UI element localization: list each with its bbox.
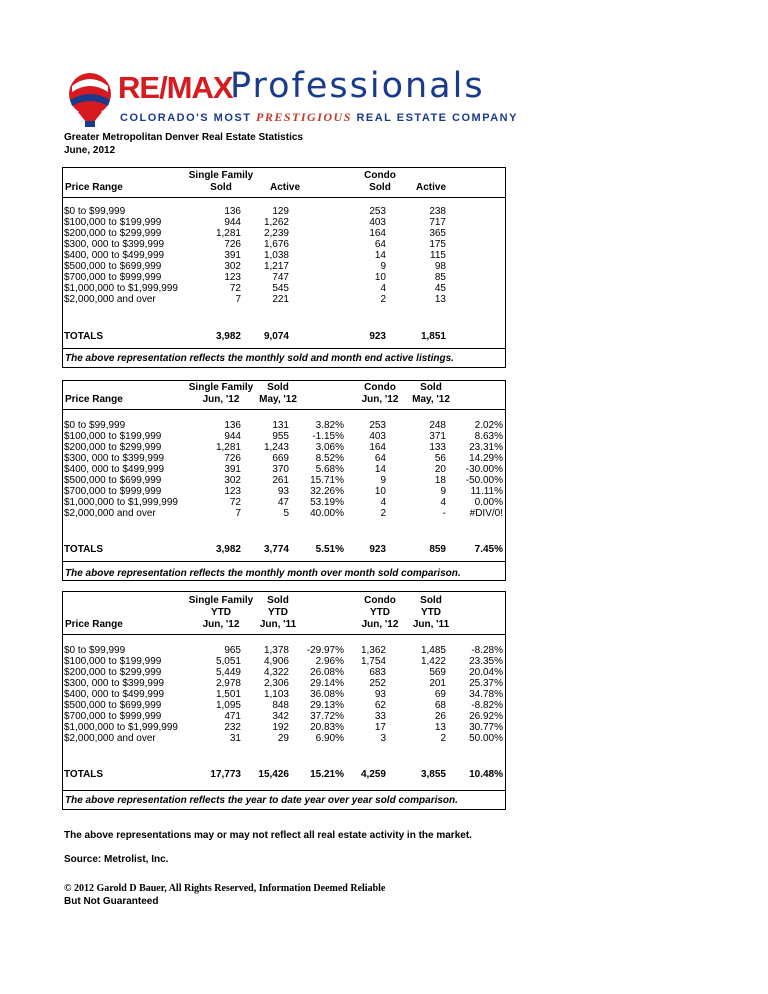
table-cell: 1,095	[215, 700, 241, 711]
table-cell: 20.04%	[469, 667, 503, 678]
header-condo-label: Condo	[364, 170, 396, 181]
tagline	[120, 110, 518, 125]
header-sf-ytd: YTD	[211, 607, 231, 618]
table-cell: 1,281	[215, 442, 241, 453]
price-range-label: $700,000 to $999,999	[64, 711, 162, 722]
table-cell: 370	[272, 464, 289, 475]
table-cell: 201	[429, 678, 446, 689]
table-cell: 25.37%	[469, 678, 503, 689]
table-cell: 34.78%	[469, 689, 503, 700]
table-footnote: The above representation reflects the monthly sold and month end active listings.	[65, 353, 454, 364]
table-cell: 9	[380, 475, 386, 486]
table-cell: 98	[434, 261, 446, 272]
table-row	[63, 656, 505, 667]
table-cell: 2,239	[263, 228, 289, 239]
totals-cell: 4,259	[360, 769, 386, 780]
table-cell: 192	[272, 722, 289, 733]
header-sf-label: Single Family	[188, 382, 254, 393]
table-cell: -1.15%	[312, 431, 344, 442]
table-cell: 115	[430, 250, 446, 261]
header-condo-sold	[401, 382, 461, 406]
table-cell: 5,051	[215, 656, 241, 667]
price-range-label: $200,000 to $299,999	[64, 667, 162, 678]
table-row	[63, 250, 505, 261]
table-cell: 7	[235, 508, 241, 519]
table-cell: 5,449	[215, 667, 241, 678]
totals-label: TOTALS	[64, 544, 104, 555]
table-cell: 10	[374, 272, 386, 283]
table-row	[63, 711, 505, 722]
table-row	[63, 206, 505, 217]
table-cell: 131	[272, 420, 289, 431]
table-cell: 123	[224, 486, 241, 497]
table-cell: 717	[429, 217, 446, 228]
table-cell: 47	[277, 497, 289, 508]
table-cell: 403	[369, 431, 386, 442]
price-range-label: $200,000 to $299,999	[64, 442, 162, 453]
table-cell: 69	[434, 689, 446, 700]
brand-professionals: Professionals	[230, 66, 485, 106]
table-cell: 342	[272, 711, 289, 722]
copyright-line2: But Not Guaranteed	[64, 896, 159, 907]
table-cell: 232	[224, 722, 241, 733]
table-cell: 2,306	[263, 678, 289, 689]
table-cell: 45	[434, 283, 446, 294]
table-cell: 4,322	[263, 667, 289, 678]
table-cell: 2.96%	[315, 656, 344, 667]
header-price-range: Price Range	[65, 182, 123, 193]
price-range-label: $0 to $99,999	[64, 645, 126, 656]
table-cell: 26	[434, 711, 446, 722]
totals-cell: 5.51%	[315, 544, 344, 555]
table-row	[63, 283, 505, 294]
price-range-label: $2,000,000 and over	[64, 508, 156, 519]
price-range-label: $100,000 to $199,999	[64, 656, 162, 667]
table-cell: 3.82%	[315, 420, 344, 431]
table-cell: 253	[369, 206, 386, 217]
table-cell: -	[442, 508, 446, 519]
table-cell: 726	[224, 453, 241, 464]
table-row	[63, 475, 505, 486]
header-divider	[63, 634, 505, 635]
table-row	[63, 272, 505, 283]
price-range-label: $400, 000 to $499,999	[64, 689, 165, 700]
price-range-label: $700,000 to $999,999	[64, 272, 162, 283]
totals-cell: 3,774	[263, 544, 289, 555]
table-cell: 1,676	[263, 239, 289, 250]
header-csold-label: Sold	[420, 595, 442, 606]
table-cell: 5	[283, 508, 289, 519]
tagline-pre: COLORADO'S MOST	[120, 112, 252, 124]
table-row	[63, 442, 505, 453]
table-cell: 29	[277, 733, 289, 744]
table-cell: 2	[380, 294, 386, 305]
hot-air-balloon-icon	[66, 72, 114, 128]
table-row	[63, 217, 505, 228]
table-cell: 1,754	[360, 656, 386, 667]
table-cell: 33	[374, 711, 386, 722]
price-range-label: $0 to $99,999	[64, 420, 126, 431]
table-cell: -30.00%	[465, 464, 503, 475]
table-cell: 20	[434, 464, 446, 475]
table-cell: 1,281	[215, 228, 241, 239]
table-cell: 471	[224, 711, 241, 722]
table-cell: 1,362	[360, 645, 386, 656]
table-cell: 3.06%	[315, 442, 344, 453]
price-range-label: $1,000,000 to $1,999,999	[64, 722, 178, 733]
price-range-label: $100,000 to $199,999	[64, 217, 162, 228]
table-cell: 1,038	[263, 250, 289, 261]
header-sold-ytd: YTD	[268, 607, 288, 618]
totals-cell: 3,855	[420, 769, 446, 780]
header-csold-date: May, '12	[412, 394, 450, 405]
table-cell: 164	[369, 442, 386, 453]
table-cell: 29.13%	[310, 700, 344, 711]
table-row	[63, 294, 505, 305]
table-cell: 123	[224, 272, 241, 283]
price-range-label: $300, 000 to $399,999	[64, 239, 165, 250]
totals-cell: 3,982	[215, 331, 241, 342]
table-cell: -29.97%	[306, 645, 344, 656]
table-row	[63, 700, 505, 711]
table-cell: 4,906	[263, 656, 289, 667]
copyright-line1: © 2012 Garold D Bauer, All Rights Reserved, Information Deemed Reliable	[64, 883, 386, 894]
tagline-script: PRESTIGIOUS	[256, 110, 352, 124]
table-cell: 72	[229, 283, 241, 294]
table-cell: 50.00%	[469, 733, 503, 744]
table-cell: 62	[374, 700, 386, 711]
table-cell: 9	[440, 486, 446, 497]
table-row	[63, 453, 505, 464]
table-cell: 4	[380, 283, 386, 294]
totals-cell: 3,982	[215, 544, 241, 555]
table-row	[63, 722, 505, 733]
price-range-label: $300, 000 to $399,999	[64, 453, 165, 464]
table-cell: 10	[374, 486, 386, 497]
table-row	[63, 678, 505, 689]
disclaimer-note: The above representations may or may not reflect all real estate activity in the market.	[64, 830, 472, 841]
table-cell: 6.90%	[315, 733, 344, 744]
table-cell: 261	[272, 475, 289, 486]
footnote-divider	[63, 561, 505, 562]
table-row	[63, 689, 505, 700]
table-cell: 1,378	[263, 645, 289, 656]
table-month-over-month	[62, 380, 506, 581]
table-cell: 1,501	[215, 689, 241, 700]
price-range-label: $400, 000 to $499,999	[64, 464, 165, 475]
table-cell: 683	[369, 667, 386, 678]
table-cell: 26.92%	[469, 711, 503, 722]
totals-cell: 923	[369, 544, 386, 555]
table-cell: 2	[440, 733, 446, 744]
header-sold	[248, 382, 308, 406]
table-cell: 1,103	[263, 689, 289, 700]
totals-cell: 859	[429, 544, 446, 555]
totals-cell: 15.21%	[310, 769, 344, 780]
table-cell: 56	[434, 453, 446, 464]
table-cell: 365	[429, 228, 446, 239]
totals-row	[63, 544, 505, 555]
price-range-label: $500,000 to $699,999	[64, 261, 162, 272]
table-cell: 4	[440, 497, 446, 508]
table-row	[63, 239, 505, 250]
table-row	[63, 486, 505, 497]
table-cell: 36.08%	[310, 689, 344, 700]
table-row	[63, 228, 505, 239]
table-cell: 9	[380, 261, 386, 272]
header-condo-label: Condo	[364, 382, 396, 393]
table-cell: 93	[277, 486, 289, 497]
table-row	[63, 464, 505, 475]
header-csold-ytd: YTD	[421, 607, 441, 618]
header-divider	[63, 409, 505, 410]
table-cell: 302	[224, 475, 241, 486]
table-cell: 31	[229, 733, 241, 744]
table-cell: 17	[374, 722, 386, 733]
header-sf-sold: Sold	[210, 182, 232, 193]
table-row	[63, 733, 505, 744]
table-cell: 569	[429, 667, 446, 678]
header-sold-date: May, '12	[259, 394, 297, 405]
price-range-label: $100,000 to $199,999	[64, 431, 162, 442]
table-row	[63, 261, 505, 272]
header-condo-label: Condo	[364, 595, 396, 606]
header-price-range: Price Range	[65, 394, 123, 405]
totals-row	[63, 331, 505, 342]
price-range-label: $300, 000 to $399,999	[64, 678, 165, 689]
table-cell: 0.00%	[474, 497, 503, 508]
totals-cell: 1,851	[420, 331, 446, 342]
table-cell: 13	[434, 294, 446, 305]
table-year-to-date	[62, 591, 506, 810]
table-cell: 14	[374, 464, 386, 475]
table-row	[63, 431, 505, 442]
table-cell: 85	[434, 272, 446, 283]
table-cell: 15.71%	[310, 475, 344, 486]
table-cell: 944	[224, 217, 241, 228]
table-cell: 238	[429, 206, 446, 217]
table-cell: 133	[429, 442, 446, 453]
header-csold-date: Jun, '11	[412, 619, 450, 630]
table-cell: -8.82%	[471, 700, 503, 711]
header-single-family	[181, 170, 261, 194]
header-condo-date: Jun, '12	[361, 619, 399, 630]
table-cell: 8.52%	[315, 453, 344, 464]
header-sold-label: Sold	[267, 595, 289, 606]
copyright	[64, 882, 385, 908]
price-range-label: $500,000 to $699,999	[64, 475, 162, 486]
table-cell: 1,262	[263, 217, 289, 228]
table-cell: 129	[272, 206, 289, 217]
table-cell: 2	[380, 508, 386, 519]
table-cell: 136	[224, 420, 241, 431]
header-sold-label: Sold	[267, 382, 289, 393]
table-cell: 20.83%	[310, 722, 344, 733]
totals-cell: 17,773	[210, 769, 241, 780]
price-range-label: $400, 000 to $499,999	[64, 250, 165, 261]
table-cell: #DIV/0!	[469, 508, 503, 519]
table-row	[63, 667, 505, 678]
table-cell: 669	[272, 453, 289, 464]
table-cell: 965	[224, 645, 241, 656]
price-range-label: $500,000 to $699,999	[64, 700, 162, 711]
price-range-label: $1,000,000 to $1,999,999	[64, 283, 178, 294]
table-cell: 53.19%	[310, 497, 344, 508]
footnote-divider	[63, 790, 505, 791]
table-cell: 30.77%	[469, 722, 503, 733]
totals-cell: 7.45%	[474, 544, 503, 555]
totals-cell: 10.48%	[469, 769, 503, 780]
header-sf-date: Jun, '12	[202, 619, 240, 630]
header-csold-label: Sold	[420, 382, 442, 393]
table-cell: 18	[434, 475, 446, 486]
table-row	[63, 508, 505, 519]
table-cell: 1,217	[263, 261, 289, 272]
table-cell: 40.00%	[310, 508, 344, 519]
header-divider	[63, 197, 505, 198]
table-cell: 26.08%	[310, 667, 344, 678]
table-footnote: The above representation reflects the monthly month over month sold comparison.	[65, 568, 461, 579]
header-condo-sold: Sold	[369, 182, 391, 193]
table-row	[63, 645, 505, 656]
table-cell: 72	[229, 497, 241, 508]
table-cell: 14.29%	[469, 453, 503, 464]
table-cell: 545	[272, 283, 289, 294]
table-cell: 136	[224, 206, 241, 217]
totals-cell: 9,074	[263, 331, 289, 342]
price-range-label: $2,000,000 and over	[64, 733, 156, 744]
table-cell: 68	[434, 700, 446, 711]
table-cell: 29.14%	[310, 678, 344, 689]
table-cell: 164	[369, 228, 386, 239]
table-cell: 302	[224, 261, 241, 272]
table-cell: 8.63%	[474, 431, 503, 442]
table-cell: 848	[272, 700, 289, 711]
totals-label: TOTALS	[64, 331, 104, 342]
table-cell: 2.02%	[474, 420, 503, 431]
report-heading	[64, 131, 303, 157]
table-cell: 248	[429, 420, 446, 431]
header-condo-date: Jun, '12	[361, 394, 399, 405]
table-cell: 403	[369, 217, 386, 228]
table-footnote: The above representation reflects the year to date year over year sold comparison.	[65, 795, 458, 806]
table-cell: 391	[224, 250, 241, 261]
table-cell: 7	[235, 294, 241, 305]
table-cell: 391	[224, 464, 241, 475]
header-sf-label: Single Family	[188, 170, 254, 181]
source-note: Source: Metrolist, Inc.	[64, 854, 169, 865]
header-condo-sold	[401, 595, 461, 631]
price-range-label: $1,000,000 to $1,999,999	[64, 497, 178, 508]
table-cell: 944	[224, 431, 241, 442]
table-row	[63, 420, 505, 431]
report-title: Greater Metropolitan Denver Real Estate Statistics	[64, 132, 303, 143]
table-cell: 371	[429, 431, 446, 442]
totals-cell: 923	[369, 331, 386, 342]
table-cell: 11.11%	[470, 486, 503, 497]
remax-logo	[62, 66, 518, 132]
header-price-range: Price Range	[65, 619, 123, 630]
header-sold-date: Jun, '11	[259, 619, 297, 630]
table-cell: 1,485	[420, 645, 446, 656]
table-cell: 252	[369, 678, 386, 689]
header-sf-date: Jun, '12	[202, 394, 240, 405]
table-cell: 253	[369, 420, 386, 431]
table-cell: 13	[434, 722, 446, 733]
price-range-label: $0 to $99,999	[64, 206, 126, 217]
table-cell: 64	[374, 239, 386, 250]
table-cell: 14	[374, 250, 386, 261]
price-range-label: $700,000 to $999,999	[64, 486, 162, 497]
table-cell: 32.26%	[310, 486, 344, 497]
table-cell: 726	[224, 239, 241, 250]
footnote-divider	[63, 348, 505, 349]
table-cell: 955	[272, 431, 289, 442]
table-cell: 175	[429, 239, 446, 250]
header-sold	[248, 595, 308, 631]
table-cell: -50.00%	[465, 475, 503, 486]
table-cell: 23.31%	[469, 442, 503, 453]
table-cell: 37.72%	[310, 711, 344, 722]
table-cell: 93	[374, 689, 386, 700]
totals-label: TOTALS	[64, 769, 104, 780]
tagline-post: REAL ESTATE COMPANY	[356, 112, 518, 124]
table-cell: 221	[272, 294, 289, 305]
report-date: June, 2012	[64, 145, 116, 156]
totals-cell: 15,426	[258, 769, 289, 780]
price-range-label: $200,000 to $299,999	[64, 228, 162, 239]
header-active: Active	[269, 182, 300, 193]
table-cell: 23.35%	[469, 656, 503, 667]
totals-row	[63, 769, 505, 780]
table-cell: 64	[374, 453, 386, 464]
table-row	[63, 497, 505, 508]
table-cell: -8.28%	[471, 645, 503, 656]
table-cell: 1,422	[420, 656, 446, 667]
table-cell: 4	[380, 497, 386, 508]
price-range-label: $2,000,000 and over	[64, 294, 156, 305]
header-sf-label: Single Family	[188, 595, 254, 606]
table-cell: 5.68%	[315, 464, 344, 475]
table-cell: 747	[272, 272, 289, 283]
brand-name: RE/MAX	[118, 70, 233, 105]
header-condo-ytd: YTD	[370, 607, 390, 618]
table-cell: 1,243	[263, 442, 289, 453]
header-condo-active: Active	[415, 182, 446, 193]
table-cell: 2,978	[215, 678, 241, 689]
table-sold-active	[62, 167, 506, 368]
table-cell: 3	[380, 733, 386, 744]
